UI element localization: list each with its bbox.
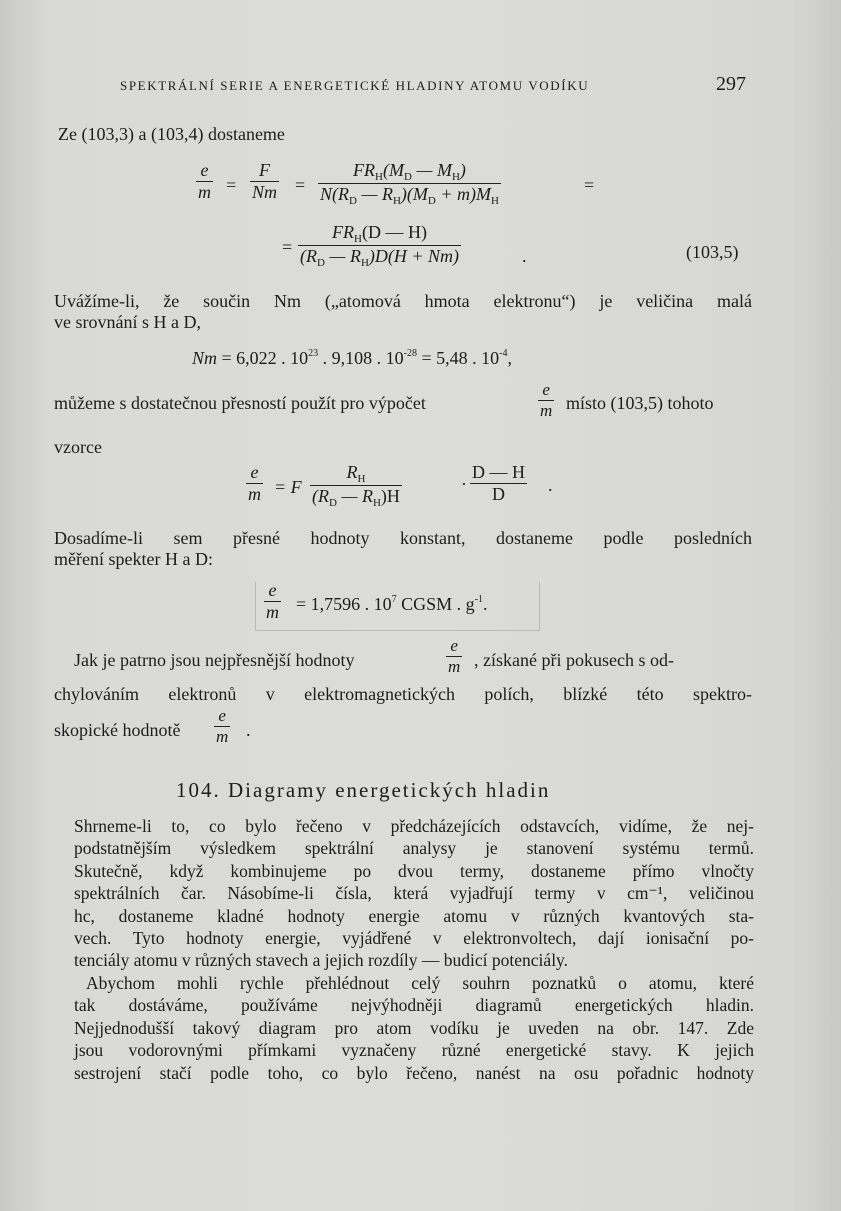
para-line: spektrálních čar. Násobíme-li čísla, která vyjadřují termy v cm⁻¹, veličinou [74, 883, 754, 904]
equation-label: (103,5) [686, 242, 739, 262]
para-line: chylováním elektronů v elektromagnetických polích, blízké této spektro- [54, 684, 752, 704]
para-line: podstatnějším výsledkem spektrální analysy je stanovení systému termů. [74, 838, 754, 859]
result-fraction-e-m: e m [266, 580, 279, 622]
para-line: můžeme s dostatečnou přesností použít pro výpočet [54, 393, 426, 413]
eq-period: . [548, 475, 553, 495]
intro-text: Ze (103,3) a (103,4) dostaneme [58, 124, 285, 144]
para-line: Uvážíme-li, že součin Nm („atomová hmota elektronu“) je veličina malá [54, 291, 752, 311]
para-line: Abychom mohli rychle přehlédnout celý souhrn poznatků o atomu, které [86, 973, 754, 993]
paragraph-diagrams [74, 972, 754, 1084]
eq-fraction-e-m: e m [198, 160, 211, 202]
eq-fraction-f-nm: F Nm [252, 160, 278, 202]
paragraph-summary [74, 815, 754, 972]
para-line: měření spekter H a D: [54, 549, 213, 569]
result-value: = 1,7596 . $10^7$ CGSM . $g^{-1}$. [296, 594, 488, 614]
para-line: sestrojení stačí podle toho, co bylo řečeno, nanést na osu pořadnic hodnoty [74, 1062, 754, 1083]
para-line: skopické hodnotě [54, 720, 181, 740]
eq-fraction-e-m: e m [248, 462, 261, 504]
nm-equation: Nm = 6,022 . $10^{23}$ . 9,108 . $10^{-28} = 5,48$ . $10^{-4}$, [192, 348, 513, 368]
eq-sign: = [584, 175, 595, 195]
para-line: Skutečně, když kombinujeme po dvou termy, dostaneme přímo vlnočty [74, 860, 754, 881]
para-line: vzorce [54, 437, 102, 457]
para-line: tenciály atomu v různých stavech a jejich rozdíly — budicí potenciály. [74, 950, 569, 971]
inline-fraction-e-m: e m [216, 706, 229, 746]
para-line: vech. Tyto hodnoty energie, vyjádřené v elektronvoltech, dají ionisační po- [74, 928, 754, 949]
eq-sign: = [295, 175, 306, 195]
para-line: tak dostáváme, používáme nejvýhodněji diagramů energetických hladin. [74, 995, 754, 1016]
para-line: místo (103,5) tohoto [566, 393, 714, 413]
para-line: . [246, 720, 251, 740]
para-line: hc, dostaneme kladné hodnoty energie atomu v různých kvantových sta- [74, 905, 754, 926]
eq-fraction-main: $FR_H(M_D$ — $M_H$) $N(R_D$ — $R_H)(M_D + m)M_H$ [320, 160, 499, 207]
eq-fraction-rh: $R_H$ ($R_D$ — $R_H)H$ [312, 462, 400, 509]
eq-period: . [522, 246, 527, 266]
page-number: 297 [716, 73, 746, 95]
para-line: Nejjednodušší takový diagram pro atom vodíku je uveden na obr. 147. Zde [74, 1017, 754, 1038]
eq-sign: = [282, 237, 293, 257]
eq-fraction-second: $FR_H(D$ — H) ($R_D$ — $R_H)D(H + Nm)$ [300, 222, 460, 269]
eq-sign-f: = F [274, 477, 302, 497]
para-line: jsou vodorovnými přímkami vyznačeny různé energetické stavy. K jejich [74, 1040, 754, 1061]
inline-fraction-e-m: e m [540, 380, 553, 420]
eq-fraction-dh: D — H D [472, 462, 525, 504]
para-line: Shrneme-li to, co bylo řečeno v předcházejících odstavcích, vidíme, že nej- [74, 816, 754, 836]
eq-sign: = [226, 175, 237, 195]
eq-dot: · [461, 474, 467, 494]
para-line: Jak je patrno jsou nejpřesnější hodnoty [74, 650, 355, 670]
para-line: ve srovnání s H a D, [54, 312, 201, 332]
inline-fraction-e-m: e m [448, 636, 461, 676]
para-line: Dosadíme-li sem přesné hodnoty konstant, dostaneme podle posledních [54, 528, 752, 548]
para-line: , získané při pokusech s od- [474, 650, 674, 670]
running-head: SPEKTRÁLNÍ SERIE A ENERGETICKÉ HLADINY ATOMU VODÍKU [120, 78, 590, 93]
section-heading: 104. Diagramy energetických hladin [176, 778, 551, 802]
